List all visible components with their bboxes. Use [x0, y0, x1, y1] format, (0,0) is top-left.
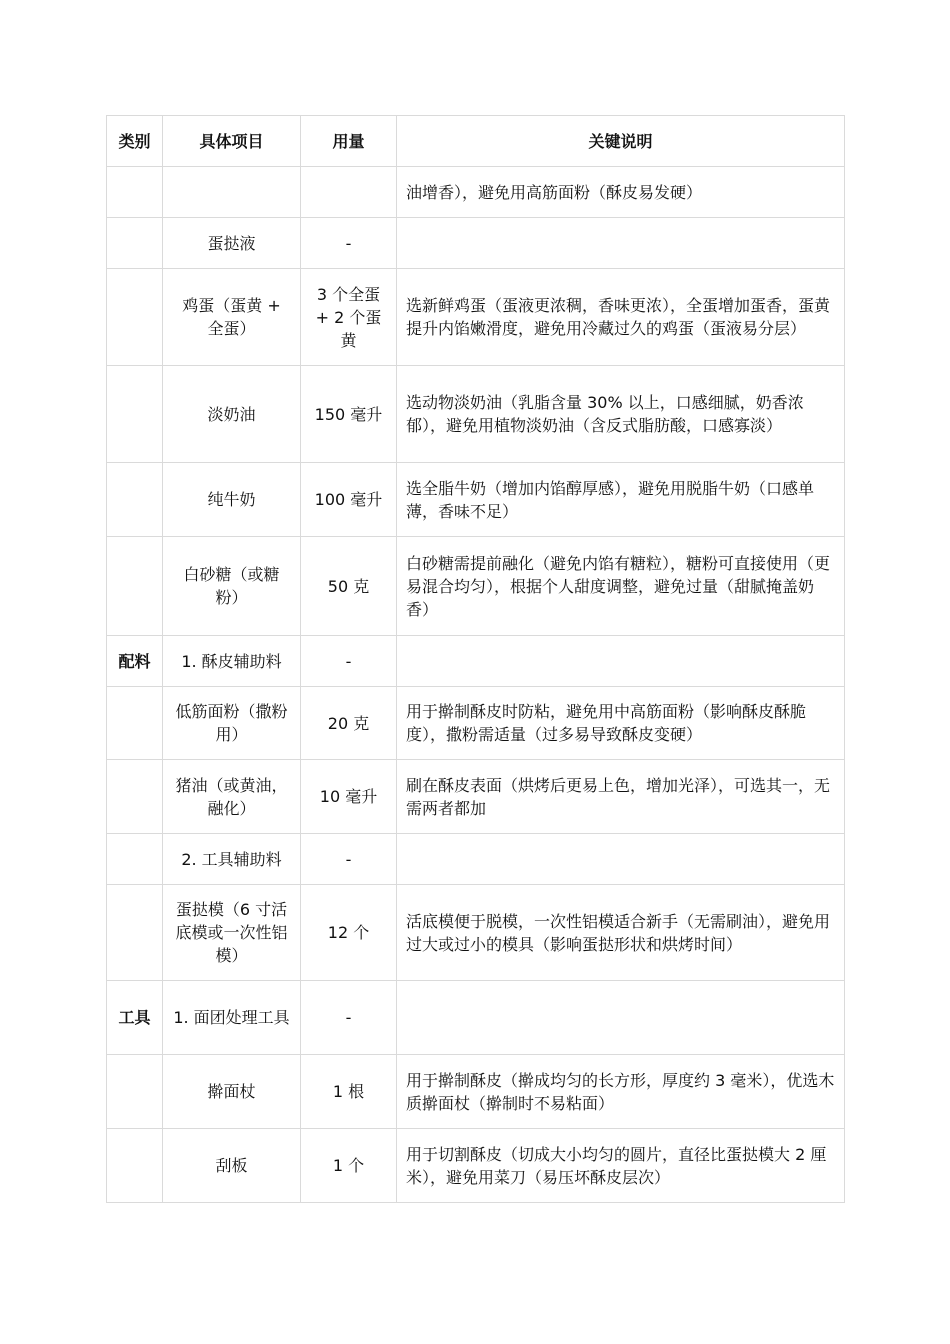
ingredient-table [106, 115, 845, 1203]
cell-item: 蛋挞模（6 寸活底模或一次性铝模） [163, 885, 301, 981]
cell-item: 2. 工具辅助料 [163, 834, 301, 885]
cell-amount: 3 个全蛋 + 2 个蛋黄 [301, 269, 397, 366]
cell-item: 白砂糖（或糖粉） [163, 537, 301, 636]
cell-category [107, 366, 163, 463]
cell-note: 用于切割酥皮（切成大小均匀的圆片，直径比蛋挞模大 2 厘米），避免用菜刀（易压坏酥皮层次） [397, 1129, 845, 1203]
table-row [107, 1055, 845, 1129]
table-row [107, 463, 845, 537]
cell-note: 刷在酥皮表面（烘烤后更易上色，增加光泽），可选其一，无需两者都加 [397, 760, 845, 834]
cell-category [107, 463, 163, 537]
cell-amount: 10 毫升 [301, 760, 397, 834]
cell-item: 刮板 [163, 1129, 301, 1203]
table-row [107, 834, 845, 885]
header-category: 类别 [107, 116, 163, 167]
cell-category: 工具 [107, 981, 163, 1055]
table-row [107, 167, 845, 218]
cell-note [397, 636, 845, 687]
header-note: 关键说明 [397, 116, 845, 167]
cell-note [397, 834, 845, 885]
cell-note: 选全脂牛奶（增加内馅醇厚感），避免用脱脂牛奶（口感单薄，香味不足） [397, 463, 845, 537]
table-row [107, 218, 845, 269]
cell-amount: 20 克 [301, 687, 397, 760]
cell-amount: 150 毫升 [301, 366, 397, 463]
table-row [107, 1129, 845, 1203]
cell-amount: - [301, 636, 397, 687]
header-item: 具体项目 [163, 116, 301, 167]
cell-note: 用于擀制酥皮时防粘，避免用中高筋面粉（影响酥皮酥脆度），撒粉需适量（过多易导致酥皮变硬） [397, 687, 845, 760]
cell-category [107, 1055, 163, 1129]
cell-amount: 12 个 [301, 885, 397, 981]
header-amount: 用量 [301, 116, 397, 167]
cell-item: 1. 酥皮辅助料 [163, 636, 301, 687]
cell-amount: - [301, 218, 397, 269]
table-row [107, 760, 845, 834]
cell-category [107, 269, 163, 366]
cell-note: 选动物淡奶油（乳脂含量 30% 以上，口感细腻，奶香浓郁），避免用植物淡奶油（含反式脂肪酸，口感寡淡） [397, 366, 845, 463]
cell-amount: 1 根 [301, 1055, 397, 1129]
table-row [107, 269, 845, 366]
cell-item: 纯牛奶 [163, 463, 301, 537]
cell-category [107, 167, 163, 218]
table-row [107, 885, 845, 981]
cell-note [397, 218, 845, 269]
cell-amount: 100 毫升 [301, 463, 397, 537]
table-row [107, 366, 845, 463]
cell-item: 猪油（或黄油，融化） [163, 760, 301, 834]
cell-item: 擀面杖 [163, 1055, 301, 1129]
table-row [107, 687, 845, 760]
cell-category [107, 1129, 163, 1203]
cell-category [107, 687, 163, 760]
cell-item: 鸡蛋（蛋黄 + 全蛋） [163, 269, 301, 366]
cell-note: 活底模便于脱模，一次性铝模适合新手（无需刷油），避免用过大或过小的模具（影响蛋挞形状和烘烤时间） [397, 885, 845, 981]
cell-item [163, 167, 301, 218]
table-row [107, 981, 845, 1055]
cell-item: 低筋面粉（撒粉用） [163, 687, 301, 760]
cell-category [107, 537, 163, 636]
cell-note: 白砂糖需提前融化（避免内馅有糖粒），糖粉可直接使用（更易混合均匀），根据个人甜度调整，避免过量（甜腻掩盖奶香） [397, 537, 845, 636]
table-row [107, 537, 845, 636]
cell-amount: 50 克 [301, 537, 397, 636]
cell-amount [301, 167, 397, 218]
cell-category [107, 885, 163, 981]
cell-item: 1. 面团处理工具 [163, 981, 301, 1055]
cell-item: 淡奶油 [163, 366, 301, 463]
cell-category [107, 218, 163, 269]
table-header-row [107, 116, 845, 167]
cell-amount: 1 个 [301, 1129, 397, 1203]
cell-category: 配料 [107, 636, 163, 687]
cell-amount: - [301, 981, 397, 1055]
cell-note: 选新鲜鸡蛋（蛋液更浓稠，香味更浓），全蛋增加蛋香，蛋黄提升内馅嫩滑度，避免用冷藏过久的鸡蛋（蛋液易分层） [397, 269, 845, 366]
cell-note: 油增香），避免用高筋面粉（酥皮易发硬） [397, 167, 845, 218]
cell-item: 蛋挞液 [163, 218, 301, 269]
cell-note [397, 981, 845, 1055]
cell-note: 用于擀制酥皮（擀成均匀的长方形，厚度约 3 毫米），优选木质擀面杖（擀制时不易粘面） [397, 1055, 845, 1129]
cell-category [107, 760, 163, 834]
table-row [107, 636, 845, 687]
cell-category [107, 834, 163, 885]
cell-amount: - [301, 834, 397, 885]
